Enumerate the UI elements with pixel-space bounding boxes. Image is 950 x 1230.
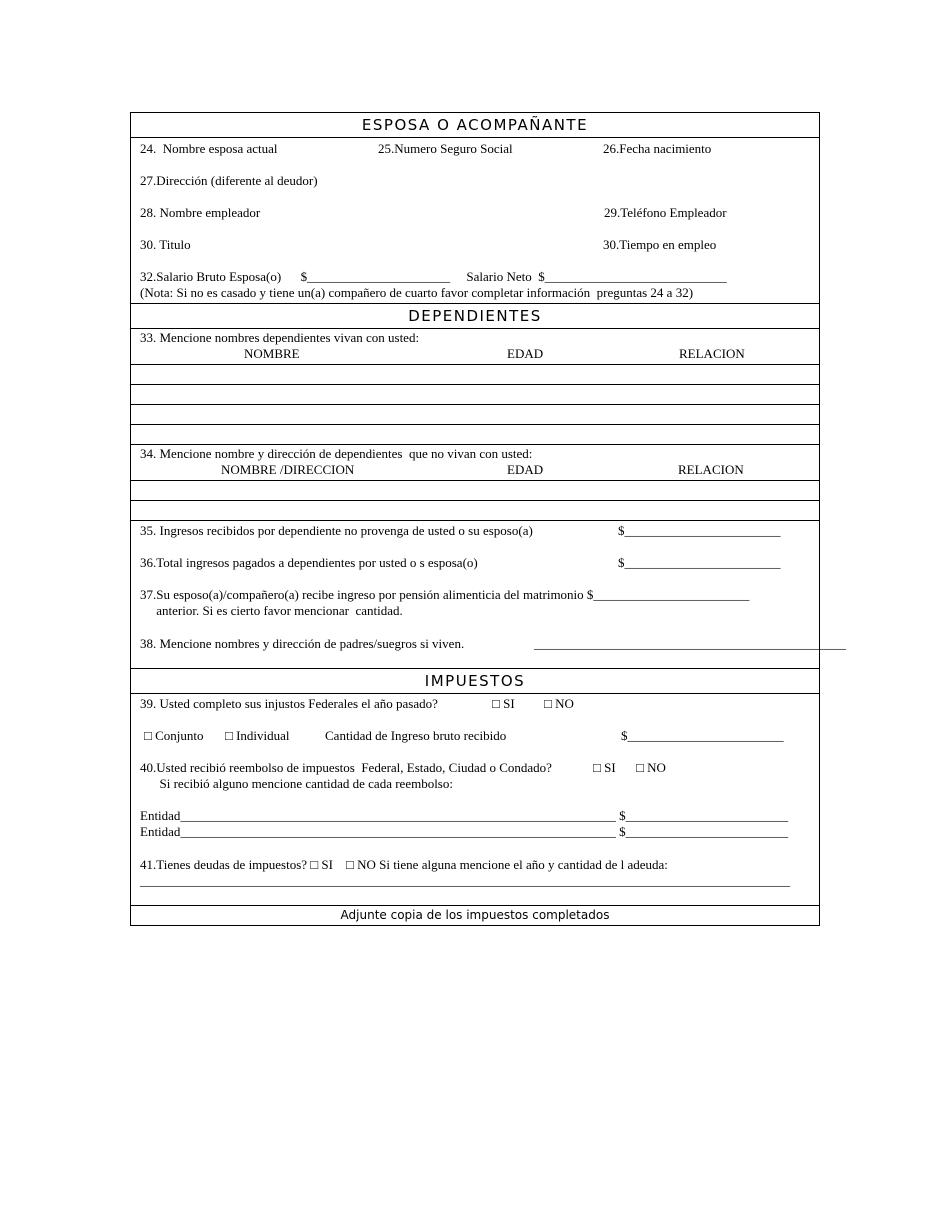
- q40-label: 40.Usted recibió reembolso de impuestos Federal, Estado, Ciudad o Condado?: [140, 760, 552, 775]
- q38-field[interactable]: ________________________________________________: [534, 636, 846, 651]
- q34-label: 34. Mencione nombre y dirección de dependientes que no vivan con usted:: [140, 446, 533, 461]
- footer-note: Adjunte copia de los impuestos completados: [131, 905, 819, 925]
- section-header-impuestos: IMPUESTOS: [131, 668, 819, 694]
- col-nombre: NOMBRE: [244, 346, 300, 361]
- q39-label: 39. Usted completo sus injustos Federales el año pasado?: [140, 696, 438, 711]
- q37-continuation: anterior. Si es cierto favor mencionar cantidad.: [140, 603, 403, 618]
- field-nombre-empleador[interactable]: 28. Nombre empleador: [140, 205, 261, 220]
- q39-si-checkbox[interactable]: □ SI: [492, 696, 515, 711]
- dependientes-header-block: [131, 329, 819, 364]
- field-fecha-nacimiento[interactable]: 26.Fecha nacimiento: [603, 141, 712, 156]
- q40-si-checkbox[interactable]: □ SI: [593, 760, 616, 775]
- esposa-section: [131, 138, 819, 303]
- col-edad: EDAD: [507, 462, 544, 477]
- q36-field[interactable]: $________________________: [618, 555, 781, 570]
- q41-label[interactable]: 41.Tienes deudas de impuestos? □ SI □ NO Si tiene alguna mencione el año y cantidad de l adeuda:: [140, 857, 668, 872]
- q35-label: 35. Ingresos recibidos por dependiente no provenga de usted o su esposo(a): [140, 523, 533, 538]
- q40-no-checkbox[interactable]: □ NO: [636, 760, 666, 775]
- cantidad-field[interactable]: $________________________: [621, 728, 784, 743]
- nota-text: (Nota: Si no es casado y tiene un(a) compañero de cuarto favor completar información preguntas 24 a 32): [140, 285, 694, 300]
- impuestos-section: [131, 694, 819, 905]
- q36-label: 36.Total ingresos pagados a dependientes por usted o s esposa(o): [140, 555, 478, 570]
- col-nombre-direccion: NOMBRE /DIRECCION: [221, 462, 355, 477]
- field-seguro-social[interactable]: 25.Numero Seguro Social: [378, 141, 513, 156]
- col-relacion: RELACION: [678, 462, 744, 477]
- section-header-dependientes: DEPENDIENTES: [131, 303, 819, 329]
- q38-label: 38. Mencione nombres y dirección de padres/suegros si viven.: [140, 636, 465, 651]
- q40-continuation: Si recibió alguno mencione cantidad de cada reembolso:: [140, 776, 453, 791]
- q33-label: 33. Mencione nombres dependientes vivan con usted:: [140, 330, 420, 345]
- q39-no-checkbox[interactable]: □ NO: [544, 696, 574, 711]
- individual-checkbox[interactable]: □ Individual: [225, 728, 290, 743]
- field-telefono-empleador[interactable]: 29.Teléfono Empleador: [604, 205, 727, 220]
- ingresos-section: [131, 520, 846, 668]
- dependiente-row[interactable]: [131, 480, 819, 500]
- col-relacion: RELACION: [679, 346, 745, 361]
- q37-field[interactable]: 37.Su esposo(a)/compañero(a) recibe ingreso por pensión alimenticia del matrimonio $________________________: [140, 587, 750, 602]
- col-edad: EDAD: [507, 346, 544, 361]
- field-titulo[interactable]: 30. Titulo: [140, 237, 191, 252]
- entidad-field[interactable]: Entidad___________________________________________________________________ $_________________________: [140, 824, 789, 839]
- dependiente-row[interactable]: [131, 364, 819, 384]
- dependiente-row[interactable]: [131, 404, 819, 424]
- field-tiempo-empleo[interactable]: 30.Tiempo en empleo: [603, 237, 717, 252]
- tax-form: [130, 112, 846, 926]
- dependiente-row[interactable]: [131, 384, 819, 404]
- field-direccion[interactable]: 27.Dirección (diferente al deudor): [140, 173, 318, 188]
- q35-field[interactable]: $________________________: [618, 523, 781, 538]
- dependientes-fuera-block: [131, 444, 819, 480]
- q41-answer-line[interactable]: ____________________________________________________________________________________________________: [140, 873, 790, 888]
- dependiente-row[interactable]: [131, 424, 819, 444]
- field-salario[interactable]: 32.Salario Bruto Esposa(o) $______________________ Salario Neto $____________________________: [140, 269, 727, 284]
- conjunto-checkbox[interactable]: □ Conjunto: [144, 728, 204, 743]
- cantidad-label: Cantidad de Ingreso bruto recibido: [325, 728, 507, 743]
- field-nombre-esposa[interactable]: 24. Nombre esposa actual: [140, 141, 278, 156]
- dependiente-row[interactable]: [131, 500, 819, 520]
- section-header-esposa: ESPOSA O ACOMPAÑANTE: [131, 113, 819, 138]
- entidad-field[interactable]: Entidad___________________________________________________________________ $_________________________: [140, 808, 789, 823]
